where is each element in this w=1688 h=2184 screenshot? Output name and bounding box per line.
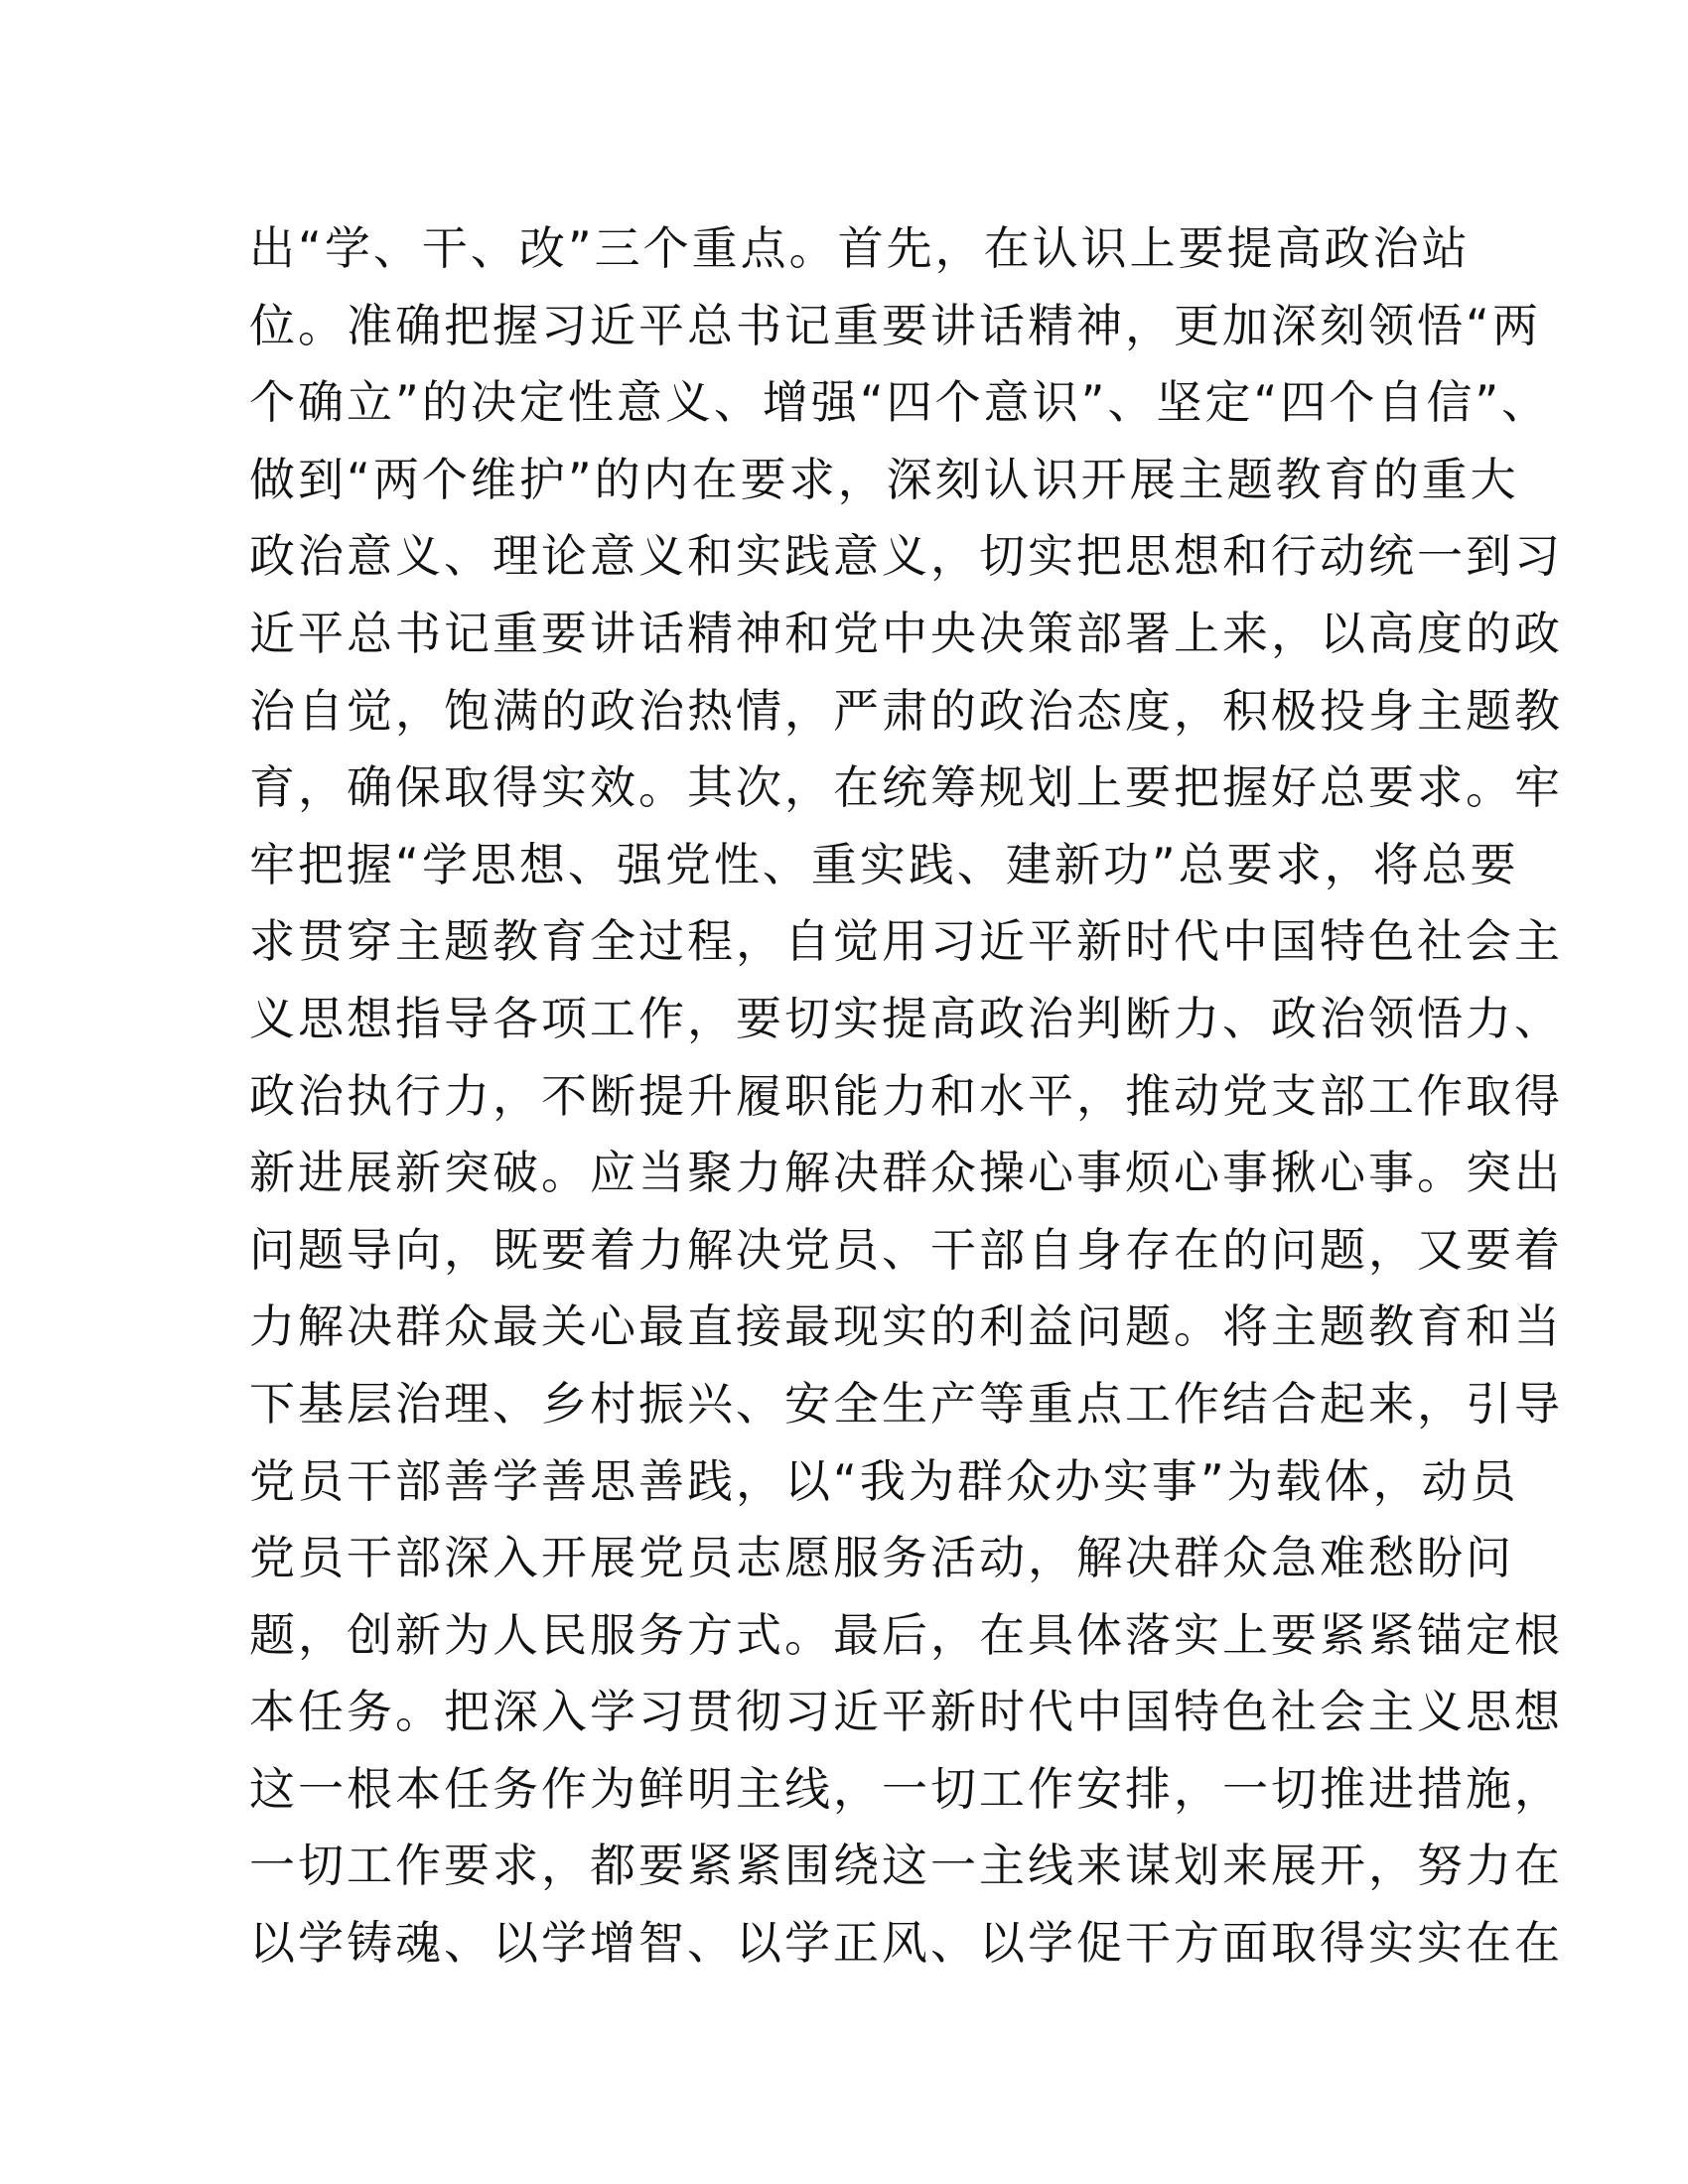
text-line: 牢把握“学思想、强党性、重实践、建新功”总要求，将总要 <box>249 837 1519 891</box>
text-line: 求贯穿主题教育全过程，自觉用习近平新时代中国特色社会主 <box>249 914 1563 969</box>
text-line: 近平总书记重要讲话精神和党中央决策部署上来，以高度的政 <box>249 606 1563 660</box>
text-line: 党员干部善学善思善践，以“我为群众办实事”为载体，动员 <box>249 1453 1519 1508</box>
text-line: 义思想指导各项工作，要切实提高政治判断力、政治领悟力、 <box>249 991 1563 1045</box>
text-line: 以学铸魂、以学增智、以学正风、以学促干方面取得实实在在 <box>249 1916 1563 1971</box>
text-line: 治自觉，饱满的政治热情，严肃的政治态度，积极投身主题教 <box>249 683 1563 738</box>
text-line: 这一根本任务作为鲜明主线，一切工作安排，一切推进措施， <box>249 1761 1563 1816</box>
text-line: 个确立”的决定性意义、增强“四个意识”、坚定“四个自信”、 <box>249 375 1551 430</box>
text-line: 下基层治理、乡村振兴、安全生产等重点工作结合起来，引导 <box>249 1376 1563 1431</box>
text-line: 做到“两个维护”的内在要求，深刻认识开展主题教育的重大 <box>249 452 1519 506</box>
text-line: 育，确保取得实效。其次，在统筹规划上要把握好总要求。牢 <box>249 760 1563 815</box>
text-line: 一切工作要求，都要紧紧围绕这一主线来谋划来展开，努力在 <box>249 1839 1563 1893</box>
text-line: 问题导向，既要着力解决党员、干部自身存在的问题，又要着 <box>249 1222 1563 1277</box>
text-line: 政治意义、理论意义和实践意义，切实把思想和行动统一到习 <box>249 529 1563 584</box>
text-line: 政治执行力，不断提升履职能力和水平，推动党支部工作取得 <box>249 1068 1563 1123</box>
body-paragraph <box>249 210 1563 1982</box>
text-line: 题，创新为人民服务方式。最后，在具体落实上要紧紧锚定根 <box>249 1607 1563 1662</box>
text-line: 本任务。把深入学习贯彻习近平新时代中国特色社会主义思想 <box>249 1685 1563 1739</box>
text-line: 新进展新突破。应当聚力解决群众操心事烦心事揪心事。突出 <box>249 1146 1563 1200</box>
text-line: 力解决群众最关心最直接最现实的利益问题。将主题教育和当 <box>249 1299 1563 1354</box>
text-line: 党员干部深入开展党员志愿服务活动，解决群众急难愁盼问 <box>249 1531 1514 1585</box>
text-line: 位。准确把握习近平总书记重要讲话精神，更加深刻领悟“两 <box>249 298 1541 352</box>
text-line: 出“学、干、改”三个重点。首先，在认识上要提高政治站 <box>249 221 1471 275</box>
